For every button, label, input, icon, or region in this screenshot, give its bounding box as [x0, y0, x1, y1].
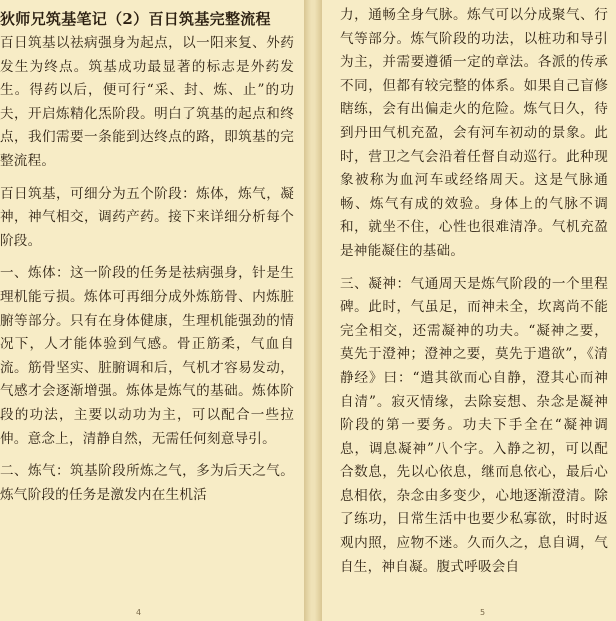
- right-page: [322, 0, 616, 621]
- paragraph: 三、凝神：气通周天是炼气阶段的一个里程碑。此时，气虽足，而神未全，坎离尚不能完全相交，还需凝神的功夫。“凝神之要，莫先于澄神；澄神之要，莫先于遣欲”，《清静经》曰：“遣其欲而心自静，澄其心而神自清”。寂灭情缘，去除妄想、杂念是凝神阶段的第一要务。功夫下手全在“凝神调息，调息凝神”八个字。入静之初，可以配合数息，先以心依息，继而息依心，最后心息相依，杂念由多变少，心地逐渐澄清。除了练功，日常生活中也要少私寡欲，时时返观内照，应物不迷。久而久之，息自调，气自生，神自凝。腹式呼吸会自: [340, 275, 608, 575]
- page-number: 4: [136, 608, 142, 617]
- page-gutter: [304, 0, 322, 621]
- left-page: [0, 0, 304, 621]
- paragraph: 力，通畅全身气脉。炼气可以分成聚气、行气等部分。炼气阶段的功法，以桩功和导引为主，并需要遵循一定的章法。各派的传承不同，但都有较完整的体系。如果自己盲修瞎练，会有出偏走火的危险。炼气日久，待到丹田气机充盈，会有河车初动的景象。此时，营卫之气会沿着任督自动巡行。此种现象被称为血河车或经络周天。这是气脉通畅、炼气有成的效验。身体上的气脉不调和，就坐不住，心性也很难清净。气机充盈是神能凝住的基础。: [340, 7, 608, 259]
- paragraph: 百日筑基以祛病强身为起点，以一阳来复、外药发生为终点。筑基成功最显著的标志是外药发生。得药以后，便可行“采、封、炼、止”的功夫，开启炼精化炁阶段。明白了筑基的起点和终点，我们需要一条能到达终点的路，即筑基的完整流程。: [0, 35, 294, 169]
- paragraph: 百日筑基，可细分为五个阶段：炼体，炼气，凝神，神气相交，调药产药。接下来详细分析每个阶段。: [0, 185, 294, 249]
- page-number: 5: [480, 608, 486, 617]
- page-title: 狄师兄筑基笔记（2）百日筑基完整流程: [0, 10, 271, 28]
- paragraph: 一、炼体：这一阶段的任务是祛病强身，针是生理机能亏损。炼体可再细分成外炼筋骨、内炼脏腑等部分。只有在身体健康，生理机能强劲的情况下，人才能体验到气感。骨正筋柔，气血自流。筋骨坚实、脏腑调和后，气机才容易发动，气感才会逐渐增强。炼体是炼气的基础。炼体阶段的功法，主要以动功为主，可以配合一些拉伸。意念上，清静自然，无需任何刻意导引。: [0, 265, 294, 447]
- paragraph: 二、炼气：筑基阶段所炼之气，多为后天之气。炼气阶段的任务是激发内在生机活: [0, 463, 294, 503]
